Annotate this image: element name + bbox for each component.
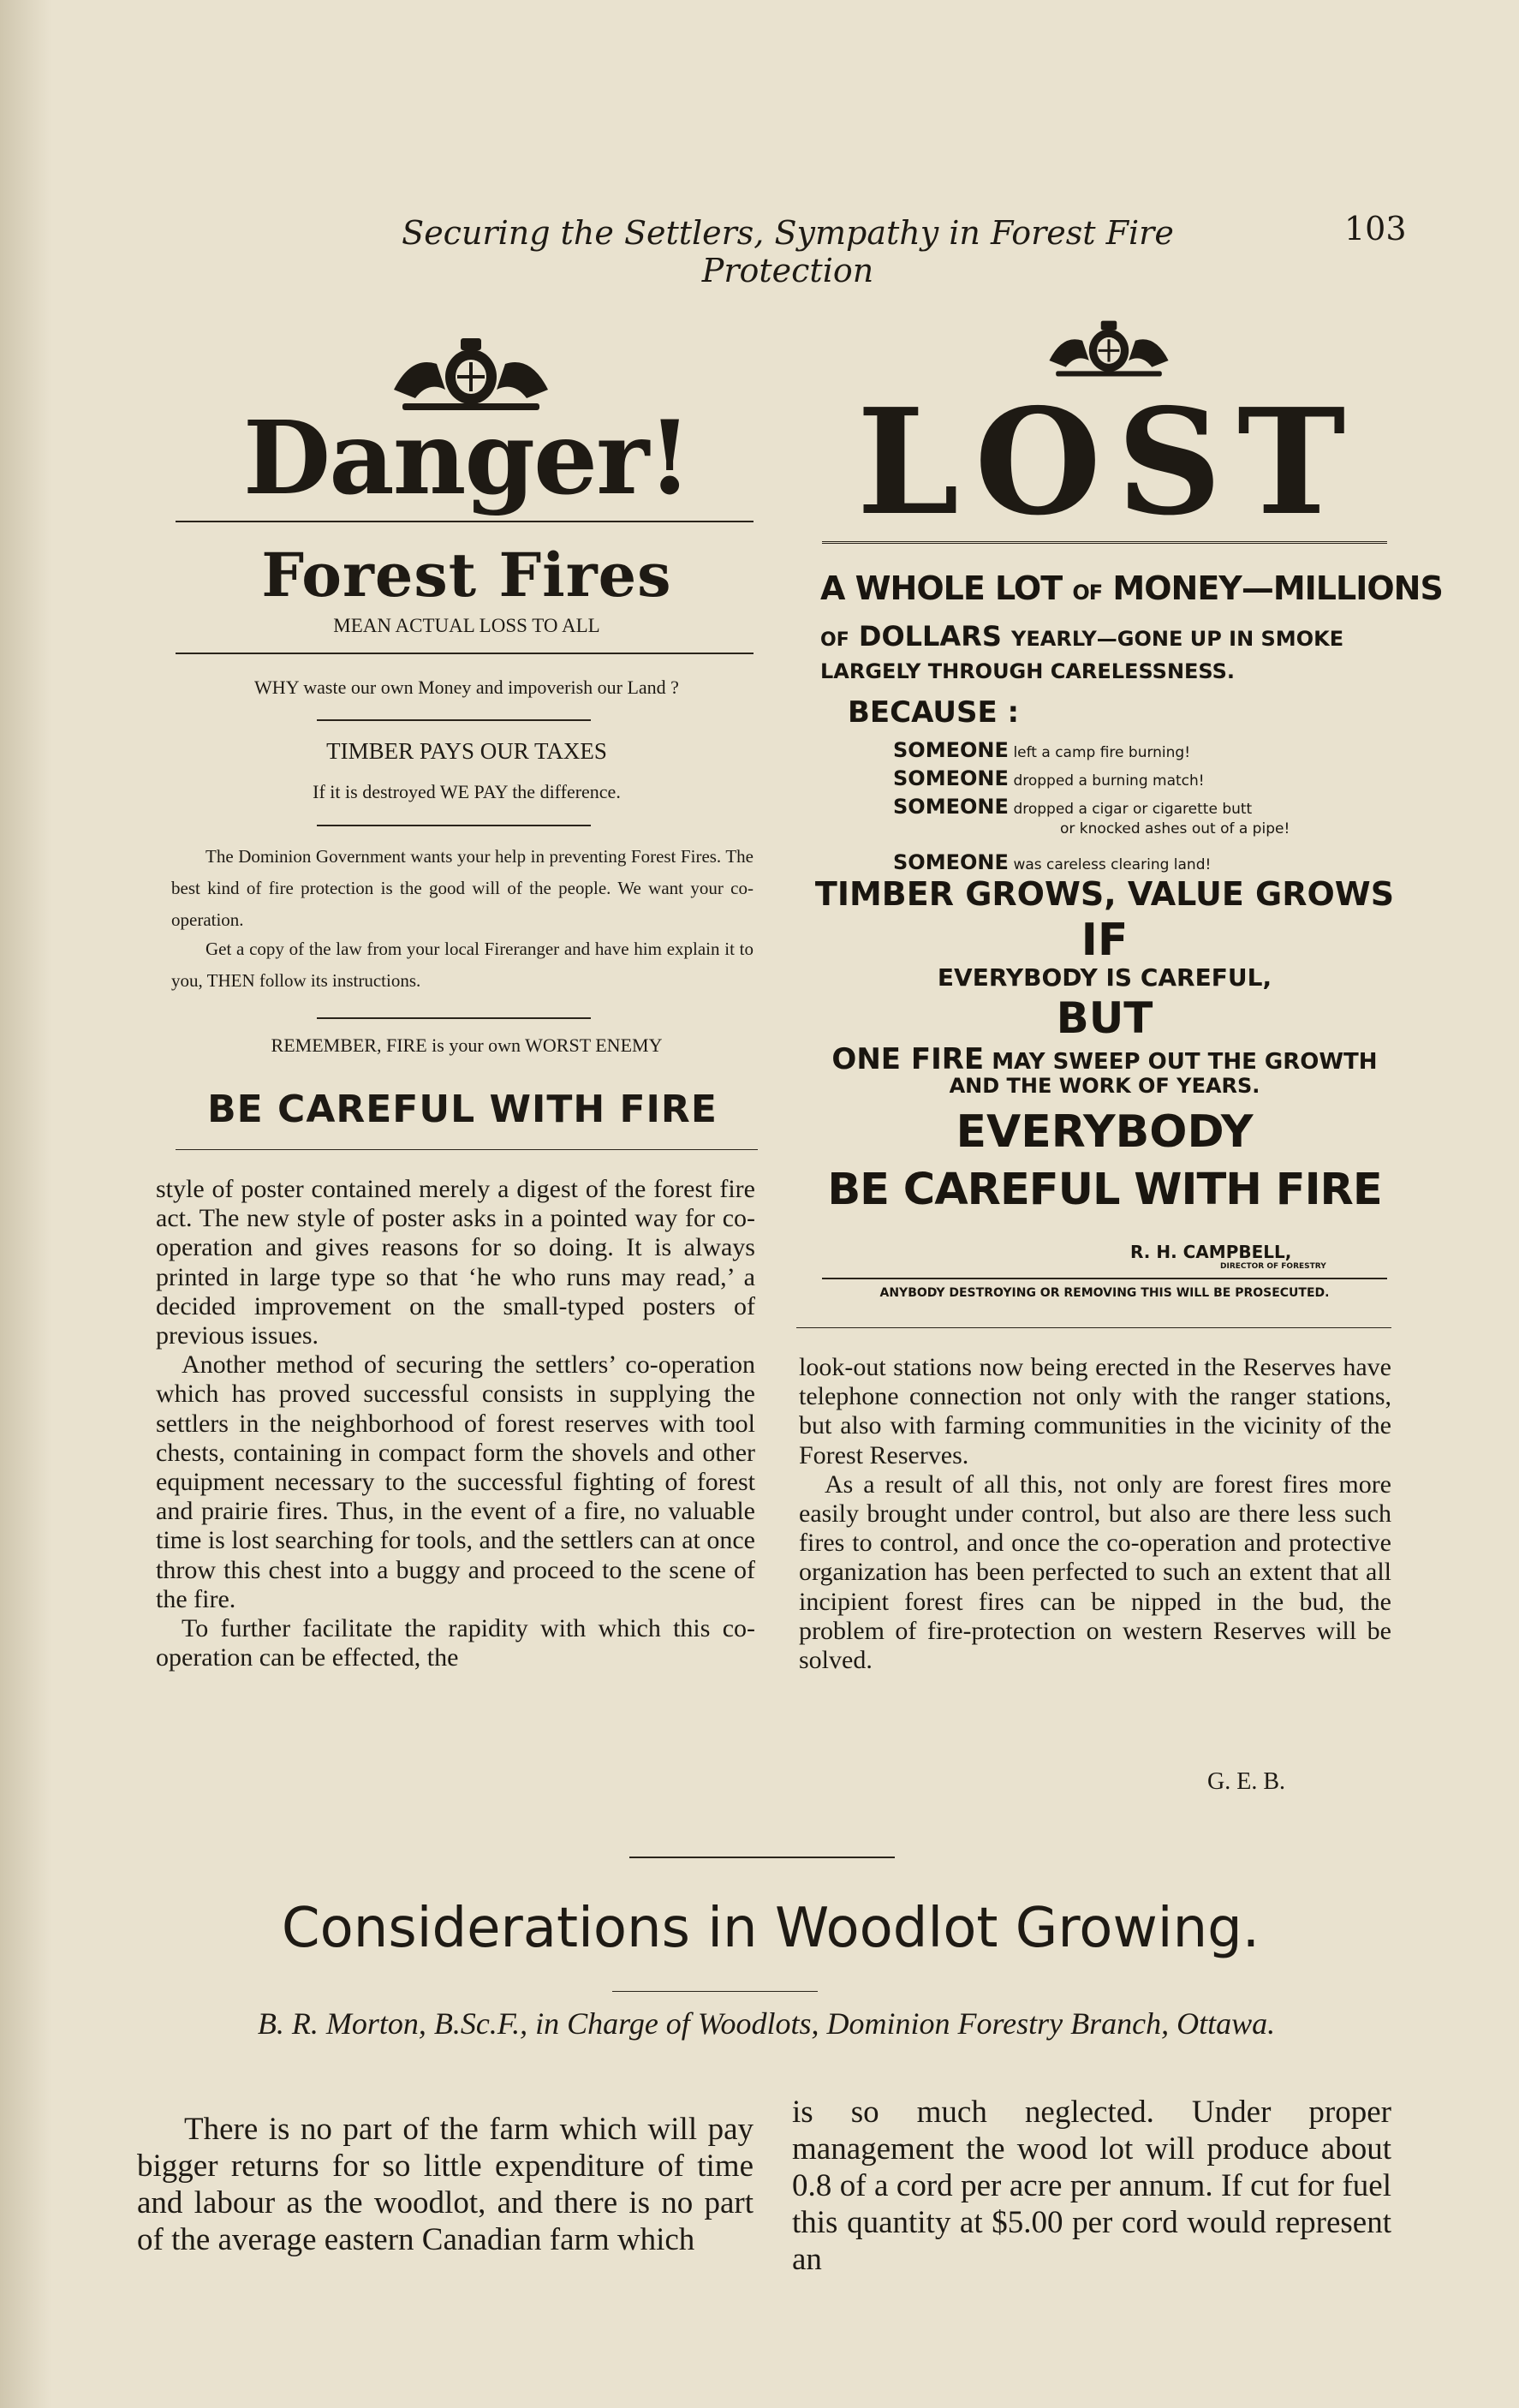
but-line: BUT bbox=[1056, 993, 1153, 1043]
page-number: 103 bbox=[1344, 210, 1407, 247]
right-be-careful-heading: BE CAREFUL WITH FIRE bbox=[827, 1165, 1382, 1215]
royal-arms-crest-right bbox=[1036, 307, 1182, 388]
poster-paragraph-law: Get a copy of the law from your local Fireranger and have him explain it to you, THEN follow its instructions. bbox=[171, 939, 754, 991]
article-title: Considerations in Woodlot Growing. bbox=[281, 1897, 1260, 1960]
divider bbox=[317, 825, 591, 826]
divider bbox=[796, 1327, 1391, 1328]
danger-title: Danger! bbox=[242, 398, 691, 517]
page-gutter-shadow bbox=[0, 0, 51, 2408]
paragraph: There is no part of the farm which will pay bigger returns for so little expenditure of time and labour as the woodlot, and there is no part of the average eastern Canadian farm which bbox=[137, 2112, 754, 2257]
forest-fires-heading: Forest Fires bbox=[261, 539, 672, 611]
one-fire-line: ONE FIRE MAY SWEEP OUT THE GROWTH bbox=[831, 1042, 1378, 1076]
paragraph: style of poster contained merely a digest of the forest fire act. The new style of poster asks in a pointed way for co-operation and gives reasons for so doing. It is always printed in large type so that ‘he who runs may read,’ a decided improvement on the small-typed posters of previous issues. bbox=[156, 1175, 755, 1350]
article-byline: B. R. Morton, B.Sc.F., in Charge of Woodlots, Dominion Forestry Branch, Ottawa. bbox=[257, 2006, 1276, 2041]
body-column-right bbox=[799, 1353, 1391, 1675]
lost-line-1: A WHOLE LOT OF MONEY—MILLIONS bbox=[820, 569, 1443, 607]
divider bbox=[317, 719, 591, 721]
timber-grows-line: TIMBER GROWS, VALUE GROWS bbox=[814, 875, 1395, 913]
signature-campbell: R. H. CAMPBELL, bbox=[1130, 1242, 1292, 1262]
poster-timber-pays: TIMBER PAYS OUR TAXES bbox=[326, 738, 607, 764]
lost-title: LOST bbox=[856, 377, 1361, 548]
article-signature: G. E. B. bbox=[1207, 1768, 1285, 1795]
someone-line-3b: or knocked ashes out of a pipe! bbox=[1060, 820, 1290, 837]
divider bbox=[176, 653, 754, 654]
because-heading: BECAUSE : bbox=[848, 695, 1020, 730]
poster-destroyed-line: If it is destroyed WE PAY the difference. bbox=[313, 781, 621, 802]
poster-tagline: MEAN ACTUAL LOSS TO ALL bbox=[333, 615, 600, 636]
someone-line-2: SOMEONE dropped a burning match! bbox=[893, 766, 1205, 790]
paragraph: Another method of securing the settlers’ co-operation which has proved successful consists in supplying the settlers in the neighborhood of forest reserves with tool chests, containing in compact form the shovels and other equipment necessary to the successful fighting of forest and prairie fires. Thus, in the event of a fire, no valuable time is lost searching for tools, and the settlers can at once throw this chest into a buggy and proceed to the scene of the fire. bbox=[156, 1350, 755, 1613]
divider bbox=[822, 1278, 1387, 1279]
poster-paragraph-government: The Dominion Government wants your help in preventing Forest Fires. The best kind of fire protection is the good will of the people. We want your co-operation. bbox=[171, 846, 754, 930]
divider bbox=[176, 521, 754, 522]
lost-line-3: LARGELY THROUGH CARELESSNESS. bbox=[820, 659, 1236, 683]
poster-why-line: WHY waste our own Money and impoverish our Land ? bbox=[254, 677, 679, 698]
lost-line-2: OF DOLLARS YEARLY—GONE UP IN SMOKE bbox=[820, 620, 1344, 653]
someone-line-1: SOMEONE left a camp fire burning! bbox=[893, 738, 1191, 762]
paragraph: To further facilitate the rapidity with which this co-operation can be effected, the bbox=[156, 1614, 755, 1672]
someone-line-3: SOMEONE dropped a cigar or cigarette butt bbox=[893, 795, 1253, 819]
section-divider bbox=[629, 1857, 895, 1858]
article-column-right bbox=[792, 2094, 1391, 2278]
divider bbox=[822, 541, 1387, 547]
divider bbox=[317, 1017, 591, 1019]
divider bbox=[612, 1991, 818, 1992]
someone-line-4: SOMEONE was careless clearing land! bbox=[893, 850, 1212, 874]
prosecuted-notice: ANYBODY DESTROYING OR REMOVING THIS WILL BE PROSECUTED. bbox=[879, 1286, 1330, 1300]
poster-remember-line: REMEMBER, FIRE is your own WORST ENEMY bbox=[271, 1034, 663, 1056]
poster-be-careful-heading: BE CAREFUL WITH FIRE bbox=[207, 1088, 718, 1131]
running-head: Securing the Settlers, Sympathy in Forest Fire Protection bbox=[402, 214, 1174, 289]
work-of-years-line: AND THE WORK OF YEARS. bbox=[949, 1074, 1260, 1098]
paragraph: As a result of all this, not only are forest fires more easily brought under control, but also are there less such fires to control, and once the co-operation and protective organization has been perfected to such an extent that all incipient forest fires can be nipped in the bud, the problem of fire-protection on western Reserves will be solved. bbox=[799, 1469, 1391, 1675]
everybody-careful-line: EVERYBODY IS CAREFUL, bbox=[937, 963, 1272, 992]
everybody-heading: EVERYBODY bbox=[956, 1106, 1254, 1158]
divider bbox=[176, 1149, 758, 1150]
body-column-left bbox=[156, 1175, 755, 1672]
paragraph: is so much neglected. Under proper management the wood lot will produce about 0.8 of a cord per acre per annum. If cut for fuel this quantity at $5.00 per cord would represent an bbox=[792, 2095, 1391, 2277]
article-column-left bbox=[137, 2111, 754, 2258]
if-line: IF bbox=[1081, 915, 1129, 966]
signature-title: DIRECTOR OF FORESTRY bbox=[1220, 1262, 1326, 1271]
paragraph: look-out stations now being erected in the Reserves have telephone connection not only with the ranger stations, but also with farming communities in the vicinity of the Forest Reserves. bbox=[799, 1353, 1391, 1469]
